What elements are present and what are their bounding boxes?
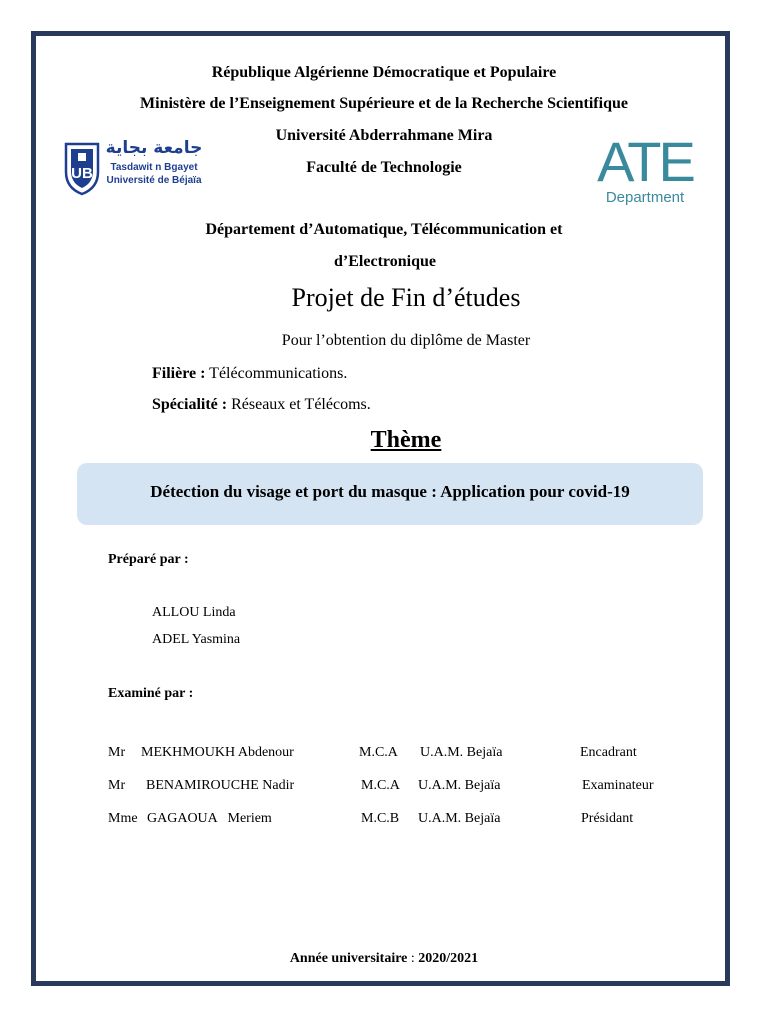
jury-role: Présidant	[581, 811, 634, 826]
jury-grade: M.C.A	[359, 745, 398, 760]
examined-label: Examiné par :	[108, 686, 194, 701]
header-university: Université Abderrahmane Mira	[275, 127, 493, 144]
jury-institution: U.A.M. Bejaïa	[420, 745, 503, 760]
specialite-value: Réseaux et Télécoms.	[231, 396, 371, 413]
project-subtitle: Pour l’obtention du diplôme de Master	[281, 332, 531, 349]
prepared-name: ALLOU Linda	[152, 605, 236, 620]
jury-name: GAGAOUA Meriem	[147, 811, 272, 826]
header-ministry: Ministère de l’Enseignement Supérieure et de la Recherche Scientifique	[140, 95, 628, 112]
academic-year-line	[0, 951, 768, 967]
department-line2: d’Electronique	[334, 253, 436, 270]
university-name-french: Université de Béjaïa	[106, 175, 202, 186]
filiere-line	[152, 365, 347, 383]
ate-department-word: Department	[605, 189, 685, 206]
filiere-value: Télécommunications.	[209, 365, 348, 382]
header-republic: République Algérienne Démocratique et Populaire	[211, 64, 557, 81]
jury-grade: M.C.A	[361, 778, 400, 793]
specialite-line	[152, 396, 371, 414]
prepared-label: Préparé par :	[108, 552, 189, 567]
jury-grade: M.C.B	[361, 811, 400, 826]
jury-title: Mr	[108, 745, 126, 760]
jury-name: BENAMIROUCHE Nadir	[146, 778, 295, 793]
jury-role: Encadrant	[580, 745, 637, 760]
prepared-name: ADEL Yasmina	[152, 632, 241, 647]
university-arabic-name: جامعة بجاية	[105, 138, 203, 158]
university-name-kabyle: Tasdawit n Bgayet	[110, 162, 198, 173]
jury-title: Mr	[108, 778, 126, 793]
theme-title: Détection du visage et port du masque : Application pour covid-19	[150, 482, 630, 501]
jury-institution: U.A.M. Bejaïa	[418, 811, 501, 826]
header-faculty: Faculté de Technologie	[306, 159, 462, 176]
jury-name: MEKHMOUKH Abdenour	[141, 745, 294, 760]
ate-department-logo	[590, 130, 700, 210]
jury-role: Examinateur	[582, 778, 654, 793]
jury-institution: U.A.M. Bejaïa	[418, 778, 501, 793]
filiere-label: Filière :	[152, 365, 206, 382]
project-title: Projet de Fin d’études	[291, 283, 521, 312]
jury-title: Mme	[108, 811, 138, 826]
university-logo	[63, 138, 203, 196]
specialite-label: Spécialité :	[152, 396, 228, 413]
academic-year-label: Année universitaire	[289, 951, 408, 966]
theme-heading: Thème	[370, 427, 442, 453]
svg-text:UB: UB	[71, 165, 93, 182]
academic-year-separator: :	[410, 951, 415, 966]
academic-year-value: 2020/2021	[418, 951, 479, 966]
ate-letters: ATE	[597, 130, 693, 193]
department-line1: Département d’Automatique, Télécommunication et	[205, 221, 563, 238]
